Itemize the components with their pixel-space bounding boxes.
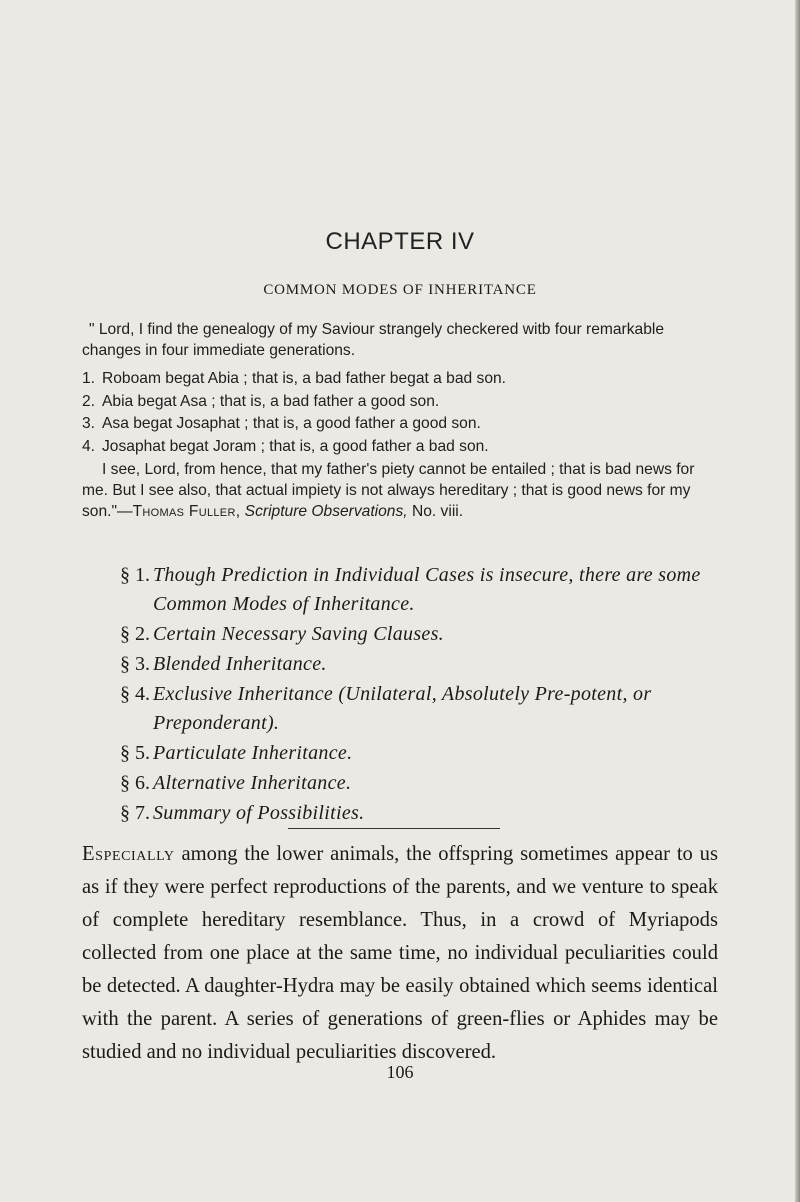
chapter-title: CHAPTER IV <box>325 228 475 255</box>
body-paragraph-text: among the lower animals, the offspring sometimes appear to us as if they were perfect reproductions of the parents, and we venture to speak of complete hereditary resemblance. Thus, in a crowd of Myriapods collected from one place at the same time, no individual peculiarities could be detected. A daughter-Hydra may be easily obtained which seems identical with the parent. A series of generations of green-flies or Aphides may be studied and no individual peculiarities discovered. <box>82 843 718 1063</box>
section-title: Certain Necessary Saving Clauses. <box>153 623 444 645</box>
section-title: Blended Inheritance. <box>153 653 327 675</box>
list-item-text: Roboam begat Abia ; that is, a bad father begat a bad son. <box>102 370 506 387</box>
list-item-number: 1. <box>82 370 96 387</box>
epigraph-author: Thomas Fuller, <box>132 503 241 520</box>
section-title: Particulate Inheritance. <box>153 742 353 764</box>
page-number: 106 <box>386 1062 414 1082</box>
section-title: Alternative Inheritance. <box>153 772 352 794</box>
section-number: § 2. <box>120 623 150 645</box>
epigraph-closing <box>82 459 718 522</box>
section-number: § 4. <box>120 683 150 705</box>
section-divider <box>288 828 500 829</box>
page-edge-shadow <box>795 0 800 1202</box>
section-number: § 5. <box>120 742 150 764</box>
contents-item <box>120 799 720 828</box>
epigraph-closing-text: I see, Lord, from hence, that my father's piety cannot be entailed ; that is bad news for me. But I see also, that actual impiety is not always hereditary ; that is good news for my son."— <box>82 461 695 520</box>
chapter-contents <box>120 561 720 829</box>
list-item <box>82 368 718 391</box>
section-title: Exclusive Inheritance (Unilateral, Absolutely Pre-potent, or Preponderant). <box>153 683 652 734</box>
epigraph-source-title: Scripture Observations, <box>244 503 408 520</box>
list-item-number: 3. <box>82 415 96 432</box>
section-number: § 1. <box>120 564 150 586</box>
list-item <box>82 436 718 459</box>
epigraph-generations-list <box>82 368 718 458</box>
section-number: § 3. <box>120 653 150 675</box>
contents-item <box>120 769 720 798</box>
list-item-text: Josaphat begat Joram ; that is, a good father a bad son. <box>102 437 489 455</box>
lead-word: Especially <box>82 843 175 865</box>
list-item-text: Asa begat Josaphat ; that is, a good father a good son. <box>102 415 481 432</box>
contents-item <box>120 620 720 649</box>
list-item-number: 2. <box>82 392 96 410</box>
list-item <box>82 413 718 436</box>
list-item-text: Abia begat Asa ; that is, a bad father a good son. <box>102 392 440 410</box>
contents-item <box>120 650 720 679</box>
contents-item <box>120 561 720 619</box>
section-number: § 7. <box>120 802 150 824</box>
epigraph-opening: " Lord, I find the genealogy of my Saviour strangely checkered witb four remarkable changes in four immediate generations. <box>82 321 665 359</box>
list-item-number: 4. <box>82 437 96 455</box>
contents-item <box>120 680 720 738</box>
section-number: § 6. <box>120 772 150 794</box>
chapter-subtitle: COMMON MODES OF INHERITANCE <box>263 282 537 298</box>
contents-item <box>120 739 720 768</box>
body-paragraph <box>82 838 718 1069</box>
epigraph-source-ref: No. viii. <box>411 503 464 520</box>
list-item <box>82 391 718 414</box>
section-title: Summary of Possibilities. <box>153 802 365 824</box>
section-title: Though Prediction in Individual Cases is insecure, there are some Common Modes of Inheritance. <box>153 564 701 615</box>
